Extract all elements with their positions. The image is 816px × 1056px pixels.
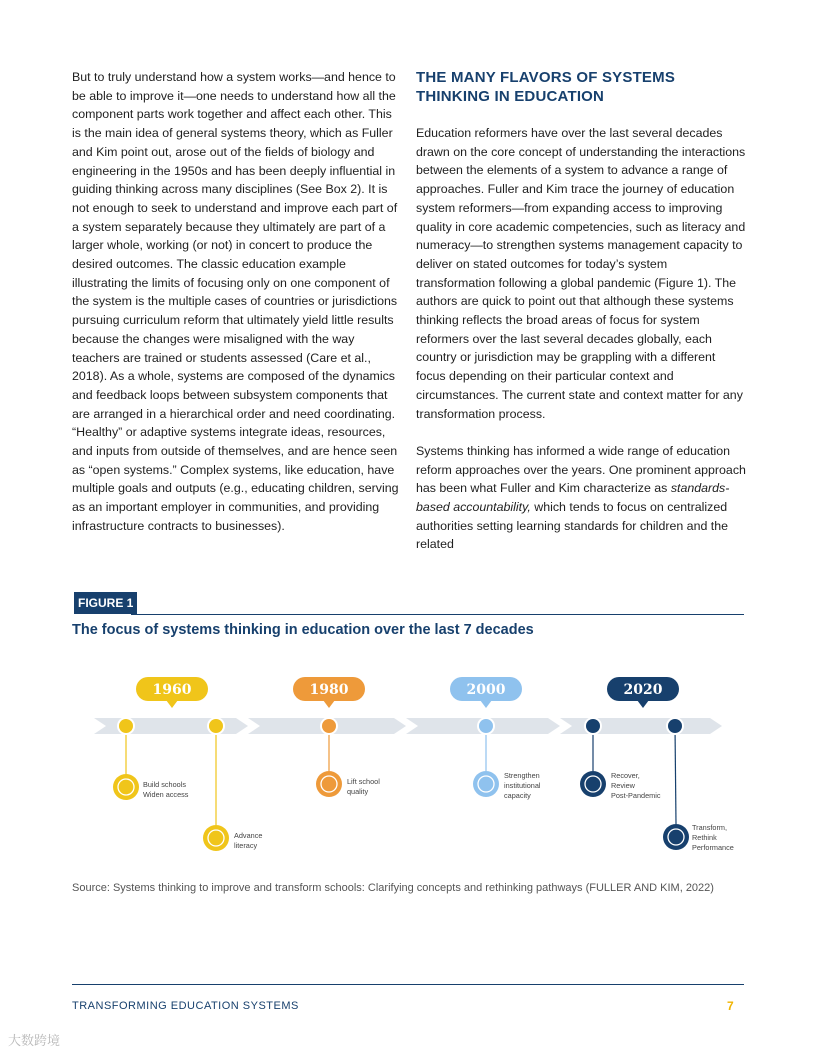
- year-badge-2020: [607, 677, 679, 708]
- school-building-icon: [113, 774, 139, 800]
- year-badge-1960: [136, 677, 208, 708]
- milestone-label-line: Transform,: [692, 823, 728, 832]
- icon-circle: [663, 824, 689, 850]
- milestone-label-line: literacy: [234, 841, 258, 850]
- timeline-dot: [668, 719, 682, 733]
- milestone-label-line: institutional: [504, 781, 541, 790]
- timeline-dot: [586, 719, 600, 733]
- timeline-dot: [322, 719, 336, 733]
- quality-badge-icon: [316, 771, 342, 797]
- timeline-dot: [479, 719, 493, 733]
- figure-title: The focus of systems thinking in education over the last 7 decades: [72, 622, 534, 638]
- milestone-label-line: Rethink: [692, 833, 717, 842]
- page-number: 7: [727, 999, 734, 1013]
- milestone-label-line: quality: [347, 787, 369, 796]
- institution-building-icon: [473, 771, 499, 797]
- icon-circle: [580, 771, 606, 797]
- year-badge-1980: [293, 677, 365, 708]
- figure-source: Source: Systems thinking to improve and transform schools: Clarifying concepts and rethinking pathways (FULLER AND KIM, 2022): [72, 882, 714, 894]
- footer-rule: [72, 984, 744, 985]
- section-heading: THE MANY FLAVORS OF SYSTEMS THINKING IN EDUCATION: [416, 69, 676, 105]
- year-label: 1960: [152, 682, 192, 698]
- right-paragraph-2: Systems thinking has informed a wide range of education reform approaches over the years. One prominent approach has been what Fuller and Kim characterize as standards-based accountability, which tends to focus on centralized authorities setting learning standards for children and the related: [416, 443, 746, 552]
- milestone-label-line: Post-Pandemic: [611, 791, 661, 800]
- year-label: 2020: [623, 682, 663, 698]
- year-badge-pointer: [166, 700, 178, 708]
- icon-circle: [473, 771, 499, 797]
- year-badge-pointer: [480, 700, 492, 708]
- milestone-label-line: Review: [611, 781, 635, 790]
- virus-icon: [580, 771, 606, 797]
- milestone-label-line: Build schools: [143, 780, 186, 789]
- milestone-connector: [675, 726, 676, 824]
- left-paragraph: But to truly understand how a system works—and hence to be able to improve it—one needs to understand how all the component parts work together and affect each other. This is the main idea of general systems theory, which as Fuller and Kim point out, arose out of the fields of biology and engineering in the 1950s and has been deeply influential in guiding thinking across many disciplines (See Box 2). It is not enough to seek to understand and improve each part of a system separately because they ultimately are part of a larger whole, working (or not) in concert to produce the desired outcomes. The classic education example illustrating the limits of focusing only on one component of the system is the multiple cases of countries or jurisdictions pursuing curriculum reform that ultimately yield little results because the changes were misaligned with the way teachers are trained or students assessed (Care et al., 2018). As a whole, systems are composed of the dynamics and feedback loops between subsystem components that are arranged in a hierarchical order and need coordinating. “Healthy” or adaptive systems integrate ideas, resources, and inputs from outside of themselves, and are hence seen as “open systems.” Complex systems, like education, have multiple goals and outputs (e.g., educating children, serving as an important employer in communities, and providing infrastructure contracts to businesses).: [72, 70, 399, 533]
- timeline-arrows: [94, 718, 722, 734]
- refresh-icon: [663, 824, 689, 850]
- icon-circle: [316, 771, 342, 797]
- year-badge-2000: [450, 677, 522, 708]
- milestone-label-line: Lift school: [347, 777, 380, 786]
- emphasis-term: standards-based accountability,: [416, 481, 730, 515]
- right-paragraph-1: Education reformers have over the last several decades drawn on the core concept of understanding the interactions between the elements of a system to advance a range of approaches. Fuller and Kim trace the journey of education system reformers—from expanding access to improving quality in core academic competencies, such as literacy and numeracy—to strengthen systems management capacity to deliver on stated outcomes for today’s system transformation following a global pandemic (Figure 1). The authors are quick to point out that although these systems thinking reflects the broad areas of focus for system reformers over the last several decades globally, each country or jurisdiction may be grappling with a different focus depending on their particular context and circumstances. The current state and context matter for any transformation process.: [416, 126, 746, 421]
- icon-circle: [113, 774, 139, 800]
- milestone-label-line: Advance: [234, 831, 263, 840]
- footer-title: TRANSFORMING EDUCATION SYSTEMS: [72, 1000, 299, 1012]
- year-badge-pointer: [323, 700, 335, 708]
- milestone-label-line: Strengthen: [504, 771, 540, 780]
- year-label: 2000: [466, 682, 506, 698]
- watermark: 大数跨境: [8, 1033, 61, 1048]
- figure-tag: FIGURE 1: [74, 592, 137, 614]
- milestone-6: [663, 717, 734, 852]
- pencil-icon: [203, 825, 229, 851]
- timeline-dot: [209, 719, 223, 733]
- milestone-label-line: Recover,: [611, 771, 640, 780]
- milestone-label-line: Performance: [692, 843, 734, 852]
- milestone-2: [203, 717, 262, 851]
- milestone-label-line: Widen access: [143, 790, 189, 799]
- timeline-dot: [119, 719, 133, 733]
- year-badge-pointer: [637, 700, 649, 708]
- icon-circle: [203, 825, 229, 851]
- timeline-years: [136, 677, 679, 708]
- milestone-label-line: capacity: [504, 791, 531, 800]
- year-label: 1980: [309, 682, 349, 698]
- timeline-milestones: [113, 717, 734, 852]
